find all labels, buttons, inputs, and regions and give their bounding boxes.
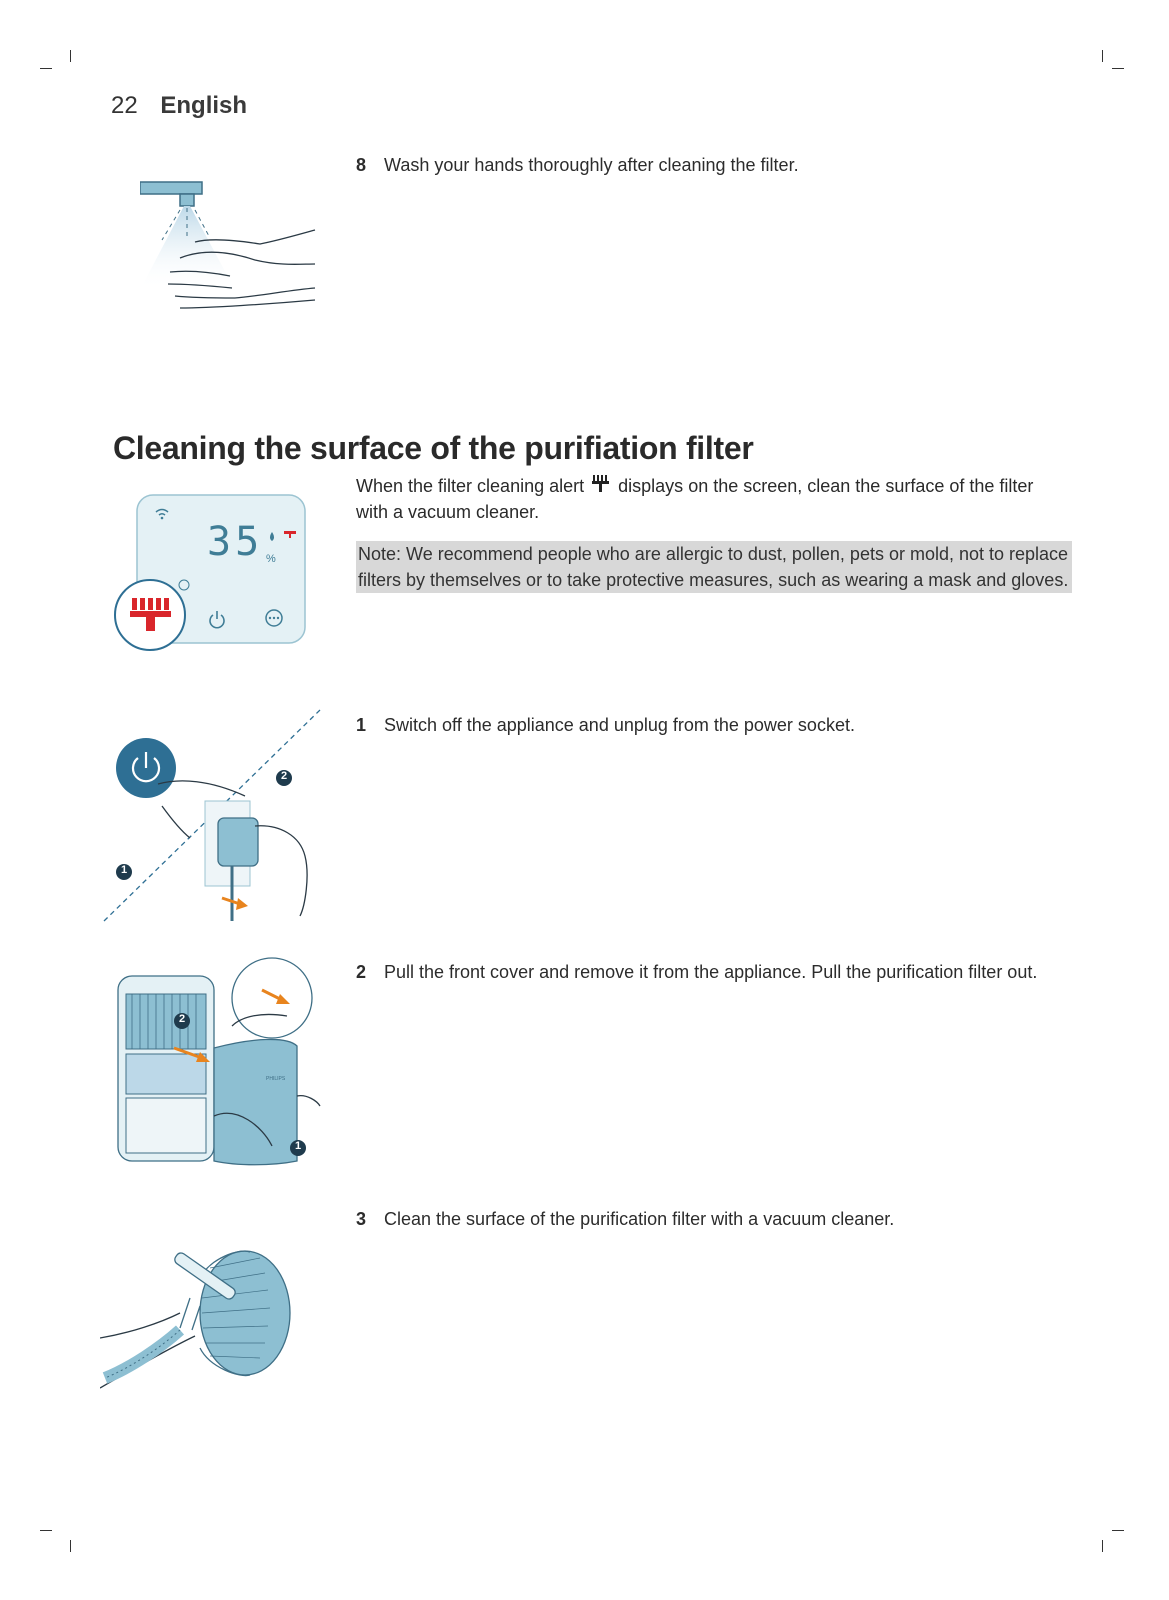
display-panel-graphic (112, 490, 312, 660)
faucet-icon (140, 182, 202, 206)
crop-mark-tr-h (1112, 68, 1124, 69)
cover-brand: PHILIPS (266, 1076, 286, 1082)
step-3 (356, 1206, 1044, 1232)
crop-mark-tl-h (40, 68, 52, 69)
display-panel-illustration (112, 490, 312, 660)
callout-one: 1 (120, 864, 128, 876)
step-number: 1 (356, 715, 367, 735)
crop-mark-br-v (1102, 1540, 1103, 1552)
callout-two: 2 (178, 1013, 186, 1025)
unplug-illustration (100, 706, 325, 926)
crop-mark-bl-h (40, 1530, 52, 1531)
step-text: Wash your hands thoroughly after cleaning the filter. (384, 155, 799, 175)
step-8 (356, 152, 1044, 178)
remove-filter-graphic (112, 956, 322, 1171)
page-header (111, 92, 247, 120)
allergy-note: Note: We recommend people who are allergic to dust, pollen, pets or mold, not to replace filters by themselves or to take protective measures, such as wearing a mask and gloves. (356, 541, 1072, 593)
step-text: Clean the surface of the purification filter with a vacuum cleaner. (384, 1209, 895, 1229)
step-1 (356, 712, 1044, 738)
crop-mark-tl-v (70, 50, 71, 62)
crop-mark-tr-v (1102, 50, 1103, 62)
step-number: 2 (356, 962, 367, 982)
page-number: 22 (111, 92, 138, 119)
wash-hands-illustration (140, 180, 320, 320)
filter-brush-icon (591, 474, 611, 494)
remove-filter-illustration (112, 956, 322, 1171)
step-text: Switch off the appliance and unplug from the power socket. (384, 715, 855, 735)
step-number: 3 (356, 1209, 367, 1229)
step-number: 8 (356, 155, 367, 175)
unplug-graphic (100, 706, 325, 926)
display-unit: % (266, 553, 276, 565)
page-language: English (160, 92, 248, 119)
step-text: Pull the front cover and remove it from the appliance. Pull the purification filter out. (384, 962, 1038, 982)
crop-mark-br-h (1112, 1530, 1124, 1531)
section-intro (356, 473, 1056, 525)
intro-text-start: When the filter cleaning alert (356, 476, 585, 496)
vacuum-filter-illustration (100, 1238, 300, 1398)
callout-two: 2 (280, 770, 288, 782)
step-2 (356, 959, 1044, 985)
section-title: Cleaning the surface of the purifiation filter (113, 430, 754, 466)
crop-mark-bl-v (70, 1540, 71, 1552)
intro-text-end: displays on the screen, clean the surface of the filter with a vacuum cleaner. (356, 476, 1034, 522)
callout-one: 1 (294, 1140, 302, 1152)
display-reading: 35 (207, 519, 264, 565)
